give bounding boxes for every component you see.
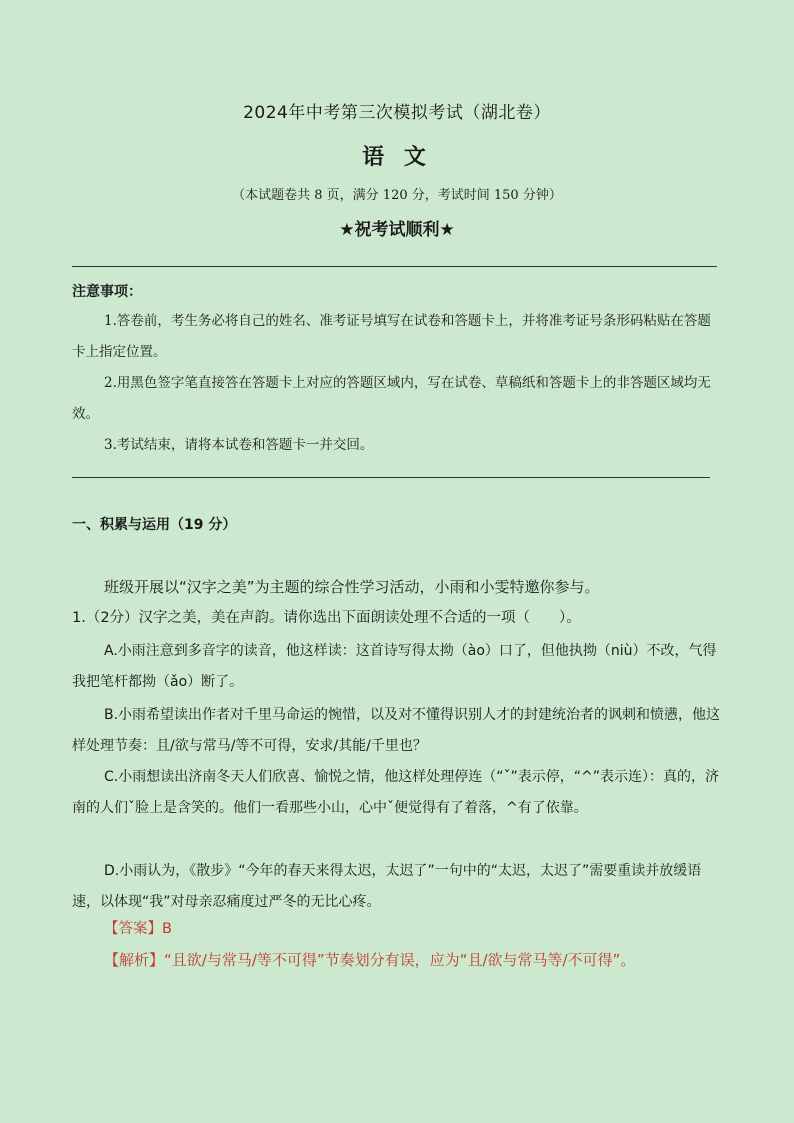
option-c: C.小雨想读出济南冬天人们欣喜、愉悦之情，他这样处理停连（“ˇ”表示停，“^”表示连）：真的，济南的人们ˇ脸上是含笑的。他们一看那些小山，心中ˇ便觉得有了着落，^有了依靠。: [72, 769, 719, 816]
good-luck-line: ★祝考试顺利★: [339, 220, 455, 240]
subject-title: 语 文: [362, 145, 432, 170]
section-intro: 班级开展以“汉字之美”为主题的综合性学习活动，小雨和小雯特邀你参与。: [104, 578, 600, 596]
answer-value: B: [162, 921, 172, 937]
notice-item-3: 3.考试结束，请将本试卷和答题卡一并交回。: [104, 437, 374, 453]
answer-label: 【答案】: [104, 921, 162, 937]
analysis-line: [104, 947, 724, 973]
answer-line: [104, 916, 172, 942]
option-a: A.小雨注意到多音字的读音，他这样读：这首诗写得太拗（ào）口了，但他执拗（niù）不改，气得我把笔杆都拗（ǎo）断了。: [72, 643, 717, 690]
exam-title: 2024年中考第三次模拟考试（湖北卷）: [243, 103, 551, 123]
question-stem: 1.（2分）汉字之美，美在声韵。请你选出下面朗读处理不合适的一项（ ）。: [72, 610, 581, 626]
option-d: D.小雨认为，《散步》“今年的春天来得太迟，太迟了”一句中的“太迟，太迟了”需要重读并放缓语速，以体现“我”对母亲忍痛度过严冬的无比心疼。: [72, 863, 702, 910]
analysis-text: “且欲/与常马/等不可得”节奏划分有误，应为“且/欲与常马等/不可得”。: [164, 951, 636, 969]
section-heading: 一、积累与运用（19 分）: [72, 517, 237, 533]
notice-item-2: 2.用黑色签字笔直接答在答题卡上对应的答题区域内，写在试卷、草稿纸和答题卡上的非答题区域均无效。: [72, 375, 711, 422]
divider-bottom: [72, 477, 710, 478]
divider-top: [72, 266, 717, 267]
notice-heading: 注意事项：: [72, 284, 142, 300]
notice-item-1: 1.答卷前，考生务必将自己的姓名、准考证号填写在试卷和答题卡上，并将准考证号条形码粘贴在答题卡上指定位置。: [72, 313, 711, 360]
paper-info: （本试题卷共 8 页，满分 120 分，考试时间 150 分钟）: [232, 188, 562, 203]
analysis-label: 【解析】: [104, 951, 165, 969]
option-b: B.小雨希望读出作者对千里马命运的惋惜，以及对不懂得识别人才的封建统治者的讽刺和愤懑，他这样处理节奏：且/欲与常马/等不可得，安求/其能/千里也？: [72, 707, 721, 754]
